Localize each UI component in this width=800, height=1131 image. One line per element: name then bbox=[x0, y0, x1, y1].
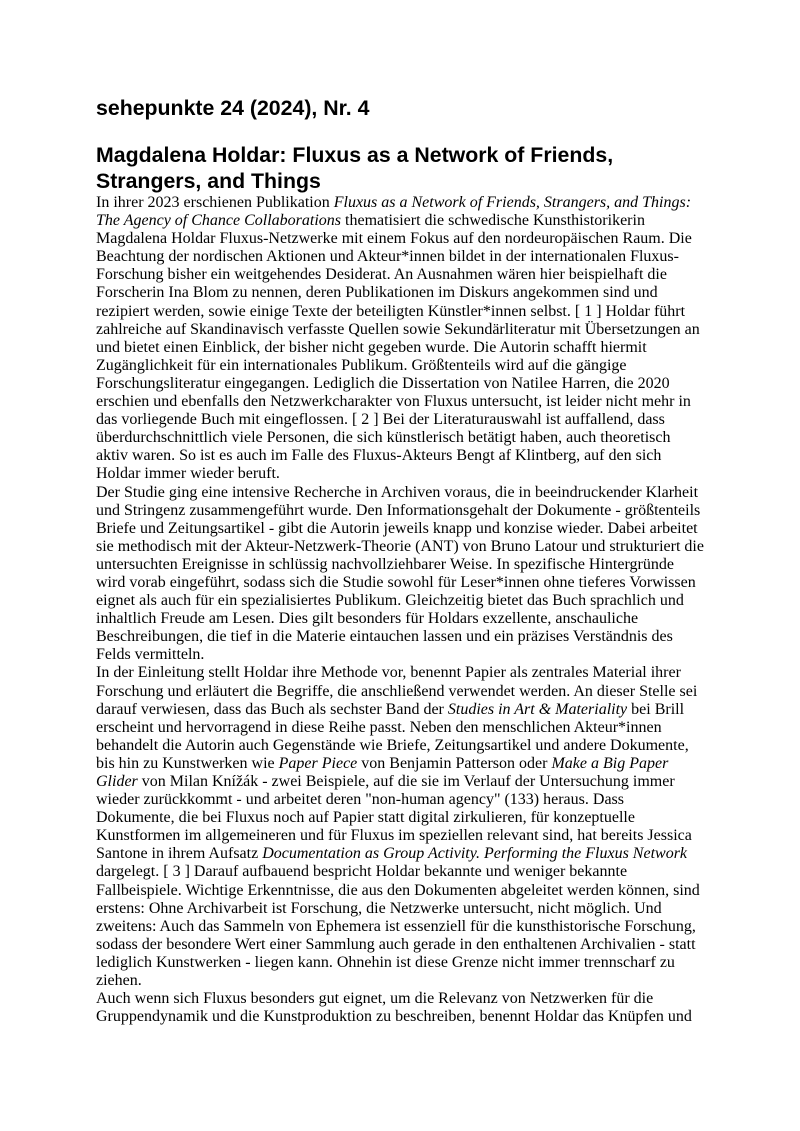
review-page bbox=[96, 96, 704, 1026]
text-run: Holdar führt zahlreiche auf Skandinavisch verfasste Quellen sowie Sekundärliteratur mit Übersetzungen an und bietet einen Einblick, der bisher nicht gegeben wurde. Die Autorin schafft hiermit Zugänglichkeit für ein internationales Publikum. Größtenteils wird auf die gängige Forschungsliteratur eingegangen. Lediglich die Dissertation von Natilee Harren, die 2020 erschien und ebenfalls den Netzwerkcharakter von Fluxus untersucht, ist leider nicht mehr in das vorliegende Buch mit eingeflossen. bbox=[96, 302, 700, 429]
text-run: Der Studie ging eine intensive Recherche in Archiven voraus, die in beeindruckender Klarheit und Stringenz zusammengeführt wurde. Den Informationsgehalt der Dokumente - größtenteils Briefe und Zeitungsartikel - gibt die Autorin jeweils knapp und konzise wieder. Dabei arbeitet sie methodisch mit der Akteur-Netzwerk-Theorie (ANT) von Bruno Latour und strukturiert die untersuchten Ereignisse in schlüssig nachvollziehbarer Weise. In spezifische Hintergründe wird vorab eingeführt, sodass sich die Studie sowohl für Leser*innen ohne tieferes Vorwissen eignet als auch für ein spezialisiertes Publikum. Gleichzeitig bietet das Buch sprachlich und inhaltlich Freude am Lesen. Dies gilt besonders für Holdars exzellente, anschauliche Beschreibungen, die tief in die Materie eintauchen lassen und ein präzises Verständnis des Felds vermitteln. bbox=[96, 483, 704, 664]
review-title: Magdalena Holdar: Fluxus as a Network of Friends, Strangers, and Things bbox=[96, 143, 614, 193]
text-run: In der Einleitung stellt Holdar ihre Methode vor, benennt Papier als zentrales Material ihrer Forschung und erläutert die Begriffe, die anschließend verwendet werden. An dieser Stelle sei darauf verwiesen, dass das Buch als sechster Band der bbox=[96, 664, 698, 718]
italic-title: Paper Piece bbox=[278, 754, 358, 772]
issue-heading: sehepunkte 24 (2024), Nr. 4 bbox=[96, 96, 370, 120]
text-run: Darauf aufbauend bespricht Holdar bekannte und weniger bekannte Fallbeispiele. Wichtige Erkenntnisse, die aus den Dokumenten abgeleitet werden können, sind erstens: Ohne Archivarbeit ist Forschung, die Netzwerke untersucht, nicht möglich. Und zweitens: Auch das Sammeln von Ephemera ist essenziell für die kunsthistorische Forschung, sodass der besondere Wert einer Sammlung auch gerade in den enthaltenen Archivalien - statt lediglich Kunstwerken - liegen kann. Ohnehin ist diese Grenze nicht immer trennscharf zu ziehen. bbox=[96, 863, 700, 990]
text-run: Bei der Literaturauswahl ist auffallend, dass überdurchschnittlich viele Personen, die sich künstlerisch betätigt haben, auch theoretisch aktiv waren. So ist es auch im Falle des Fluxus-Akteurs Bengt af Klintberg, auf den sich Holdar immer wieder beruft. bbox=[96, 411, 671, 483]
footnote-link[interactable]: [ 3 ] bbox=[163, 863, 190, 881]
italic-title: Fluxus as a Network of Friends, Strangers, and Things: The Agency of Chance Collaborations bbox=[96, 194, 692, 230]
footnote-link[interactable]: [ 1 ] bbox=[574, 302, 602, 320]
body-paragraph bbox=[96, 664, 704, 990]
text-run: bei Brill erscheint und hervorragend in diese Reihe passt. Neben den menschlichen Akteur*innen behandelt die Autorin auch Gegenstände wie Briefe, Zeitungsartikel und andere Dokumente, bis hin zu Kunstwerken wie bbox=[96, 700, 689, 772]
article-body bbox=[96, 194, 704, 1026]
italic-title: Studies in Art & Materiality bbox=[447, 700, 628, 718]
text-run: von Benjamin Patterson oder bbox=[357, 754, 552, 772]
body-paragraph bbox=[96, 990, 704, 1026]
text-run: thematisiert die schwedische Kunsthistorikerin Magdalena Holdar Fluxus-Netzwerke mit einem Fokus auf den nordeuropäischen Raum. Die Beachtung der nordischen Aktionen und Akteur*innen bildet in der internationalen Fluxus-Forschung bisher ein weitgehendes Desiderat. An Ausnahmen wären hier beispielhaft die Forscherin Ina Blom zu nennen, deren Publikationen im Diskurs angekommen sind und rezipiert werden, sowie einige Texte der beteiligten Künstler*innen selbst. bbox=[96, 212, 692, 320]
italic-title: Documentation as Group Activity. Performing the Fluxus Network bbox=[262, 845, 688, 863]
text-run: In ihrer 2023 erschienen Publikation bbox=[96, 194, 334, 211]
italic-title: Make a Big Paper Glider bbox=[96, 754, 669, 790]
text-run: dargelegt. bbox=[96, 863, 164, 881]
body-paragraph bbox=[96, 194, 704, 484]
body-paragraph bbox=[96, 484, 704, 665]
footnote-link[interactable]: [ 2 ] bbox=[351, 411, 379, 429]
text-run: von Milan Knížák - zwei Beispiele, auf die sie im Verlauf der Untersuchung immer wieder zurückkommt - und arbeitet deren "non-human agency" (133) heraus. Dass Dokumente, die bei Fluxus noch auf Papier statt digital zirkulieren, für konzeptuelle Kunstformen im allgemeineren und für Fluxus im speziellen relevant sind, hat bereits Jessica Santone in ihrem Aufsatz bbox=[96, 773, 692, 863]
text-run: Auch wenn sich Fluxus besonders gut eignet, um die Relevanz von Netzwerken für die Gruppendynamik und die Kunstproduktion zu beschreiben, benennt Holdar das Knüpfen und bbox=[96, 990, 692, 1026]
